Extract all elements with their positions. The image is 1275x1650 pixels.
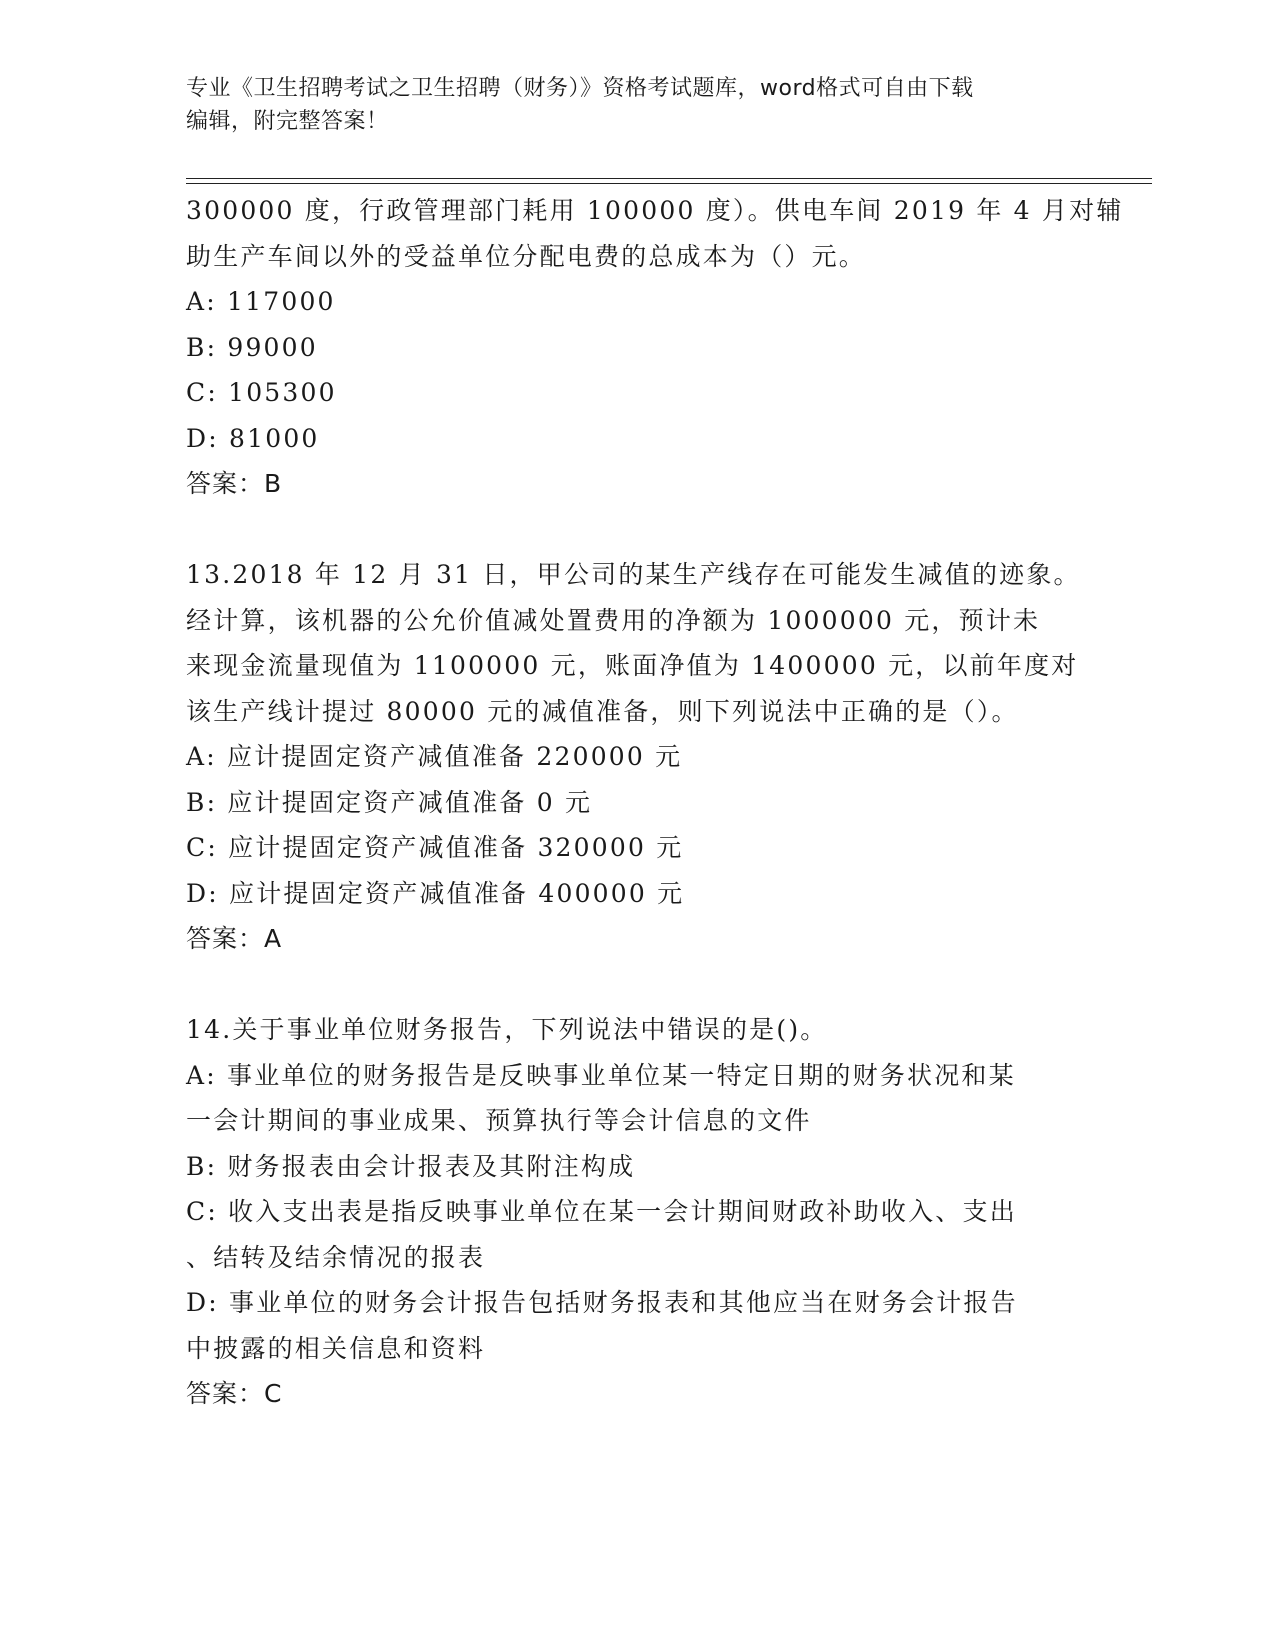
question-12-option-c: C: 105300 — [186, 378, 337, 407]
question-12-option-b: B: 99000 — [186, 332, 318, 362]
question-14-answer: 答案：C — [186, 1379, 283, 1408]
question-14-option-a-line-2: 一会计期间的事业成果、预算执行等会计信息的文件 — [186, 1106, 812, 1135]
question-12-answer: 答案：B — [186, 469, 283, 498]
question-13-stem-line-4: 该生产线计提过 80000 元的减值准备，则下列说法中正确的是（）。 — [186, 696, 1019, 726]
question-13-answer: 答案：A — [186, 924, 283, 953]
question-13-option-b: B: 应计提固定资产减值准备 0 元 — [186, 787, 593, 817]
question-13-option-d: D: 应计提固定资产减值准备 400000 元 — [186, 878, 685, 908]
question-14-stem: 14.关于事业单位财务报告，下列说法中错误的是()。 — [186, 1015, 828, 1044]
question-12-option-a: A: 117000 — [186, 287, 336, 316]
question-12-stem-line-1: 300000 度，行政管理部门耗用 100000 度）。供电车间 2019 年 4 月对辅 — [186, 196, 1124, 225]
question-12 — [186, 188, 1124, 507]
question-14-option-d-line-1: D: 事业单位的财务会计报告包括财务报表和其他应当在财务会计报告 — [186, 1288, 1018, 1317]
question-12-stem-line-2: 助生产车间以外的受益单位分配电费的总成本为（）元。 — [186, 241, 867, 271]
question-13 — [186, 552, 1086, 962]
question-13-option-a: A: 应计提固定资产减值准备 220000 元 — [186, 742, 683, 771]
question-14 — [186, 1007, 1086, 1417]
question-spacer — [186, 962, 1086, 1008]
header-divider-bottom — [186, 183, 1152, 184]
question-13-stem-line-2: 经计算，该机器的公允价值减处置费用的净额为 1000000 元，预计未 — [186, 605, 1041, 635]
question-14-option-d-line-2: 中披露的相关信息和资料 — [186, 1333, 486, 1363]
header-divider-top — [186, 178, 1152, 179]
question-14-option-a-line-1: A: 事业单位的财务报告是反映事业单位某一特定日期的财务状况和某 — [186, 1060, 1016, 1090]
document-body — [186, 188, 1124, 1417]
question-14-option-c-line-2: 、结转及结余情况的报表 — [186, 1242, 486, 1272]
question-14-option-c-line-1: C: 收入支出表是指反映事业单位在某一会计期间财政补助收入、支出 — [186, 1197, 1017, 1226]
question-13-stem-line-3: 来现金流量现值为 1100000 元，账面净值为 1400000 元，以前年度对 — [186, 651, 1079, 680]
header-title-line-1: 专业《卫生招聘考试之卫生招聘（财务）》资格考试题库，word格式可自由下载 — [186, 76, 974, 101]
question-13-option-c: C: 应计提固定资产减值准备 320000 元 — [186, 833, 684, 862]
question-14-option-b: B: 财务报表由会计报表及其附注构成 — [186, 1151, 636, 1181]
question-12-option-d: D: 81000 — [186, 423, 320, 453]
document-header — [186, 72, 1066, 138]
header-title-line-2: 编辑，附完整答案！ — [186, 109, 389, 134]
question-13-stem-line-1: 13.2018 年 12 月 31 日，甲公司的某生产线存在可能发生减值的迹象。 — [186, 560, 1081, 589]
question-spacer — [186, 507, 1086, 553]
